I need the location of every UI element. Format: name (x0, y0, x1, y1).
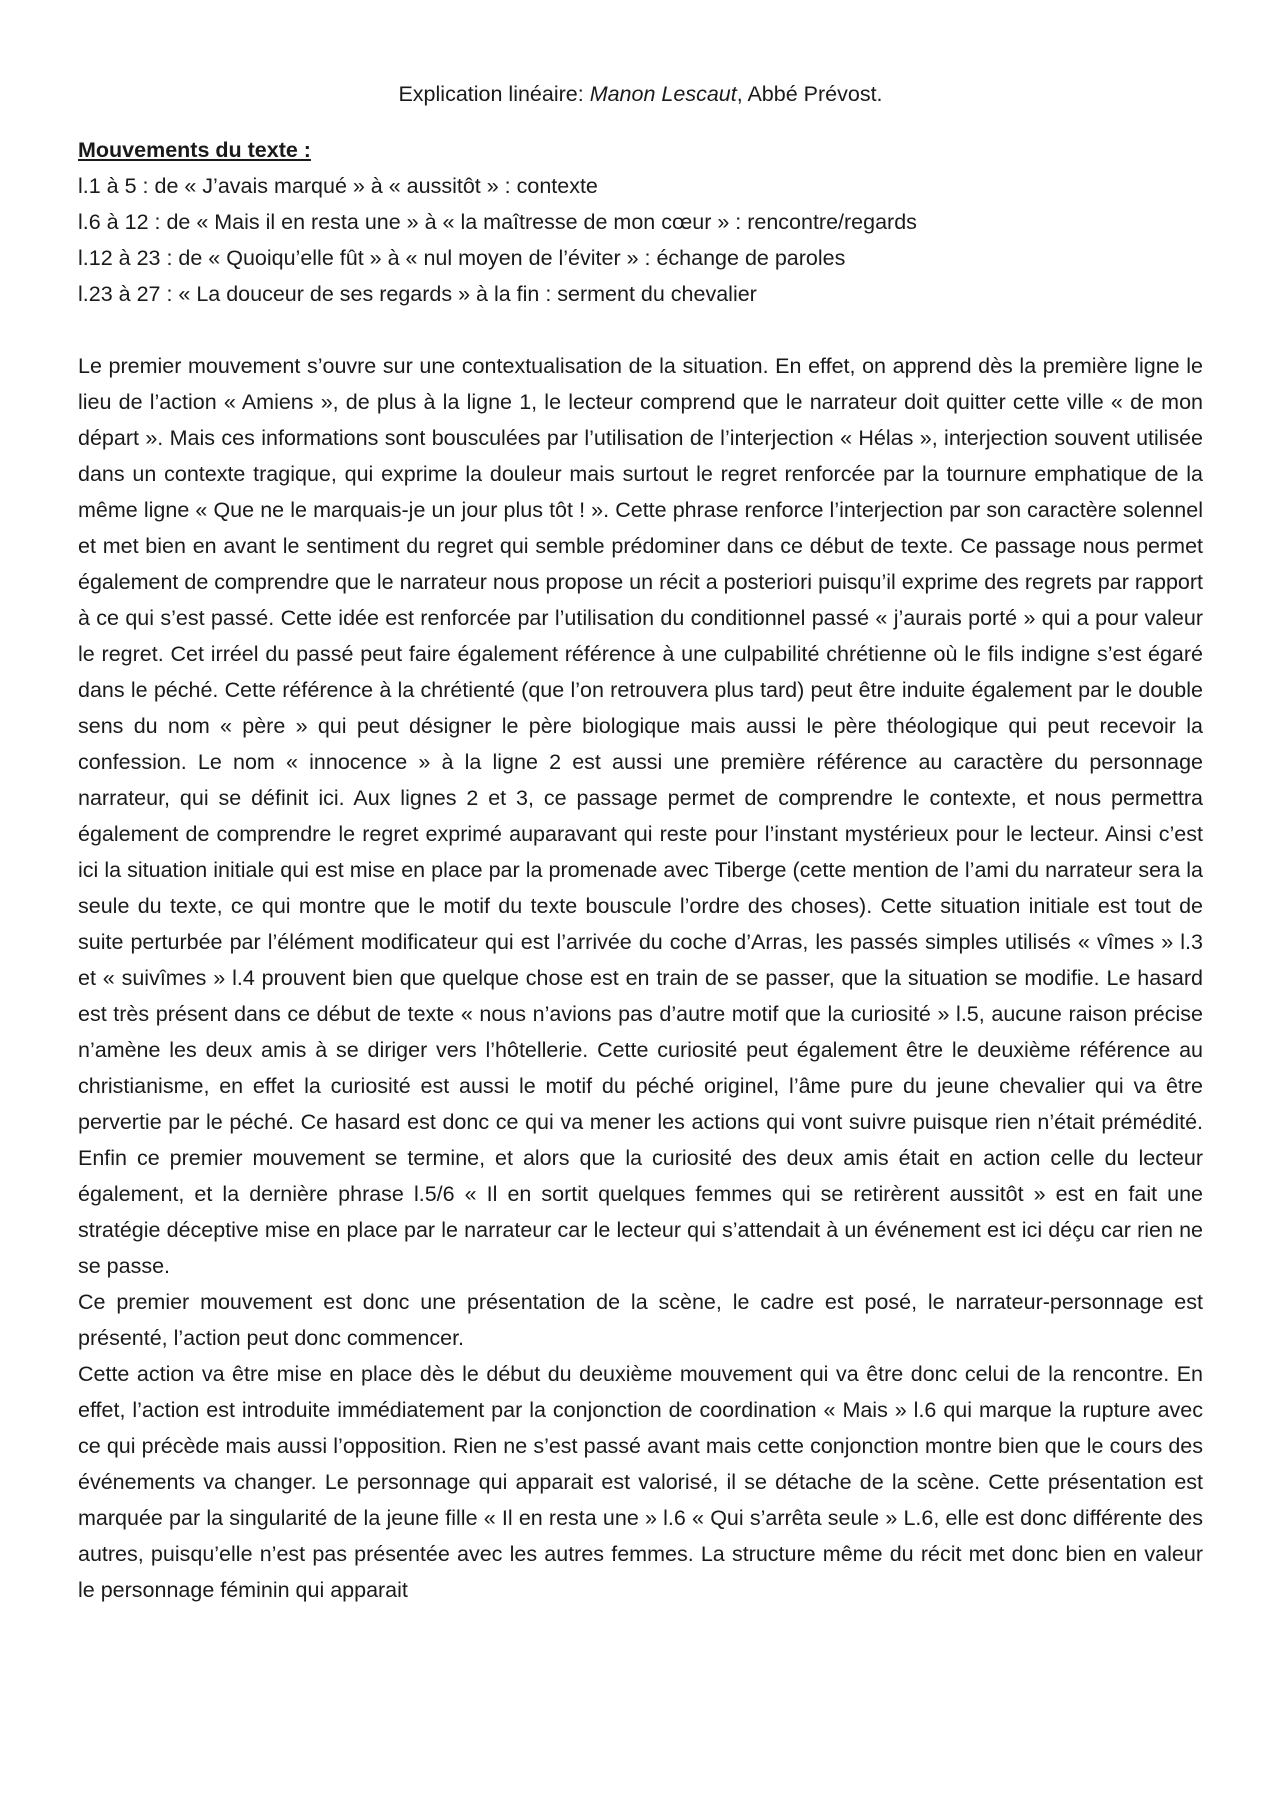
document-title (78, 78, 1203, 110)
movement-line: l.6 à 12 : de « Mais il en resta une » à « la maîtresse de mon cœur » : rencontre/regards (78, 210, 917, 234)
document-page (78, 78, 1203, 1608)
title-prefix: Explication linéaire: (398, 82, 590, 106)
title-work: Manon Lescaut (589, 82, 737, 106)
movements-section (78, 132, 1203, 312)
movement-line: l.23 à 27 : « La douceur de ses regards » à la fin : serment du chevalier (78, 282, 757, 306)
body-paragraph: Ce premier mouvement est donc une présentation de la scène, le cadre est posé, le narrateur-personnage est présenté, l’action peut donc commencer. (78, 1290, 1203, 1350)
body-paragraph: Le premier mouvement s’ouvre sur une contextualisation de la situation. En effet, on apprend dès la première ligne le lieu de l’action « Amiens », de plus à la ligne 1, le lecteur comprend que le narrateur doit quitter cette ville « de mon départ ». Mais ces informations sont bousculées par l’utilisation de l’interjection « Hélas », interjection souvent utilisée dans un contexte tragique, qui exprime la douleur mais surtout le regret renforcée par la tournure emphatique de la même ligne « Que ne le marquais-je un jour plus tôt ! ». Cette phrase renforce l’interjection par son caractère solennel et met bien en avant le sentiment du regret qui semble prédominer dans ce début de texte. Ce passage nous permet également de comprendre que le narrateur nous propose un récit a posteriori puisqu’il exprime des regrets par rapport à ce qui s’est passé. Cette idée est renforcée par l’utilisation du conditionnel passé « j’aurais porté » qui a pour valeur le regret. Cet irréel du passé peut faire également référence à une culpabilité chrétienne où le fils indigne s’est égaré dans le péché. Cette référence à la chrétienté (que l’on retrouvera plus tard) peut être induite également par le double sens du nom « père » qui peut désigner le père biologique mais aussi le père théologique qui peut recevoir la confession. Le nom « innocence » à la ligne 2 est aussi une première référence au caractère du personnage narrateur, qui se définit ici. Aux lignes 2 et 3, ce passage permet de comprendre le contexte, et nous permettra également de comprendre le regret exprimé auparavant qui reste pour l’instant mystérieux pour le lecteur. Ainsi c’est ici la situation initiale qui est mise en place par la promenade avec Tiberge (cette mention de l’ami du narrateur sera la seule du texte, ce qui montre que le motif du texte bouscule l’ordre des choses). Cette situation initiale est tout de suite perturbée par l’élément modificateur qui est l’arrivée du coche d’Arras, les passés simples utilisés « vîmes » l.3 et « suivîmes » l.4 prouvent bien que quelque chose est en train de se passer, que la situation se modifie. Le hasard est très présent dans ce début de texte « nous n’avions pas d’autre motif que la curiosité » l.5, aucune raison précise n’amène les deux amis à se diriger vers l’hôtellerie. Cette curiosité peut également être le deuxième référence au christianisme, en effet la curiosité est aussi le motif du péché originel, l’âme pure du jeune chevalier qui va être pervertie par le péché. Ce hasard est donc ce qui va mener les actions qui vont suivre puisque rien n’était prémédité. Enfin ce premier mouvement se termine, et alors que la curiosité des deux amis était en action celle du lecteur également, et la dernière phrase l.5/6 « Il en sortit quelques femmes qui se retirèrent aussitôt » est en fait une stratégie déceptive mise en place par le narrateur car le lecteur qui s’attendait à un événement est ici déçu car rien ne se passe. (78, 354, 1203, 1278)
movement-line: l.1 à 5 : de « J’avais marqué » à « aussitôt » : contexte (78, 174, 598, 198)
title-suffix: , Abbé Prévost. (736, 82, 883, 106)
movement-line: l.12 à 23 : de « Quoiqu’elle fût » à « nul moyen de l’éviter » : échange de paroles (78, 246, 846, 270)
movements-heading: Mouvements du texte : (78, 138, 311, 162)
body-paragraph: Cette action va être mise en place dès le début du deuxième mouvement qui va être donc celui de la rencontre. En effet, l’action est introduite immédiatement par la conjonction de coordination « Mais » l.6 qui marque la rupture avec ce qui précède mais aussi l’opposition. Rien ne s’est passé avant mais cette conjonction montre bien que le cours des événements va changer. Le personnage qui apparait est valorisé, il se détache de la scène. Cette présentation est marquée par la singularité de la jeune fille « Il en resta une » l.6 « Qui s’arrêta seule » L.6, elle est donc différente des autres, puisqu’elle n’est pas présentée avec les autres femmes. La structure même du récit met donc bien en valeur le personnage féminin qui apparait (78, 1362, 1203, 1602)
